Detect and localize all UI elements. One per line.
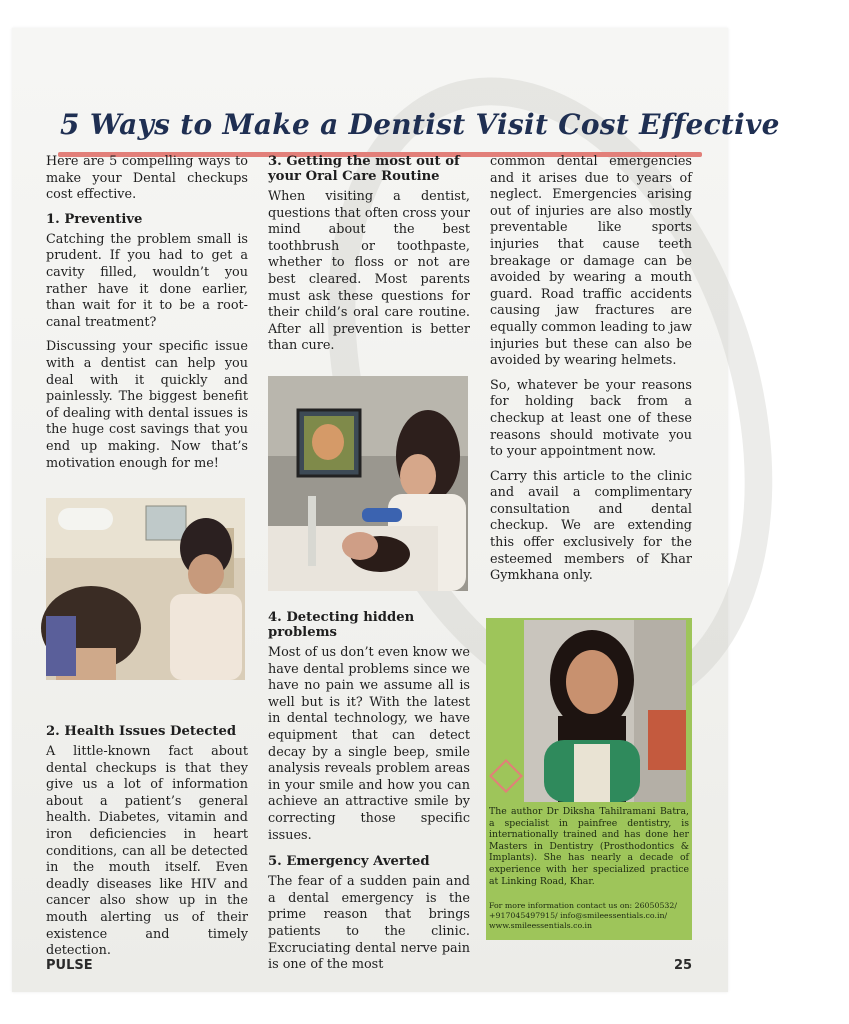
- closing-paragraph: So, whatever be your reasons for holding back from a checkup at least one of these reasons should motivate you to your appointment now.: [490, 377, 692, 460]
- article-title: 5 Ways to Make a Dentist Visit Cost Effective: [60, 108, 780, 141]
- section-heading-hidden-problems: 4. Detecting hidden problems: [268, 610, 415, 640]
- paragraph: Most of us don’t even know we have dental problems since we have no pain we assume all is well but is it? With the latest in dental technology, we have equipment that can detect decay by a single beep, smile analysis reveals problem areas in your smile and how you can achieve an attractive smile by correcting those specific issues.: [268, 645, 470, 843]
- column-1: [46, 154, 248, 480]
- closing-paragraph: Carry this article to the clinic and avail a complimentary consultation and dental checkup. We are extending this offer exclusively for the esteemed members of Khar Gymkhana only.: [490, 468, 692, 584]
- magazine-name: PULSE: [46, 958, 93, 973]
- paragraph: common dental emergencies and it arises due to years of neglect. Emergencies arising out of injuries are also mostly preventable like sports injuries that cause teeth breakage or damage can be avoided by wearing a mouth guard. Road traffic accidents causing jaw fractures are equally common leading to jaw injuries but these can also be avoided by wearing helmets.: [490, 154, 692, 369]
- section-heading-health: 2. Health Issues Detected: [46, 724, 237, 739]
- paragraph: When visiting a dentist, questions that often cross your mind about the best toothbrush or toothpaste, whether to floss or not are best cleared. Most parents must ask these questions for their child’s oral care routine. After all prevention is better than cure.: [268, 189, 470, 354]
- author-bio: The author Dr Diksha Tahilramani Batra, a specialist in painfree dentistry, is internationally trained and has done her Masters in Dentistry (Prosthodontics & Implants). She has nearly a decade of experience with her specialized practice at Linking Road, Khar.: [489, 806, 689, 887]
- dental-procedure-photo: [268, 376, 468, 591]
- paragraph: Catching the problem small is prudent. If you had to get a cavity filled, wouldn’t you rather have it done earlier, than wait for it to be a root-canal treatment?: [46, 231, 248, 330]
- author-photo: [524, 620, 686, 802]
- intro-paragraph: Here are 5 compelling ways to make your Dental checkups cost effective.: [46, 154, 248, 203]
- column-1-lower: [46, 724, 248, 968]
- paragraph: Discussing your specific issue with a dentist can help you deal with it quickly and painlessly. The biggest benefit of dealing with dental issues is the huge cost savings that you end up making. Now that’s motivation enough for me!: [46, 339, 248, 471]
- author-box: [486, 618, 692, 940]
- section-heading-preventive: 1. Preventive: [46, 211, 143, 227]
- paragraph: A little-known fact about dental checkups is that they give us a lot of information about a patient’s general health. Diabetes, vitamin and iron deficiencies in heart conditions, can all be detected in the mouth itself. Even deadly diseases like HIV and cancer also show up in the mouth alerting us of their existence and timely detection.: [46, 744, 248, 959]
- column-2-lower: [268, 610, 470, 982]
- page-number: 25: [674, 958, 693, 973]
- column-3: [490, 154, 692, 593]
- column-2: [268, 154, 470, 363]
- magazine-page: [12, 28, 780, 992]
- paragraph: The fear of a sudden pain and a dental emergency is the prime reason that brings patients to the clinic. Excruciating dental nerve pain is one of the most: [268, 874, 470, 973]
- decorative-diamond: [489, 759, 523, 793]
- section-heading-oral-care: 3. Getting the most out of your Oral Care Routine: [268, 154, 460, 184]
- dentist-consultation-photo: [46, 498, 245, 680]
- author-contact: For more information contact us on: 26050532/ +917045497915/ info@smileessentials.co.in/ www.smileessentials.co.in: [489, 901, 677, 930]
- section-heading-emergency: 5. Emergency Averted: [268, 854, 430, 870]
